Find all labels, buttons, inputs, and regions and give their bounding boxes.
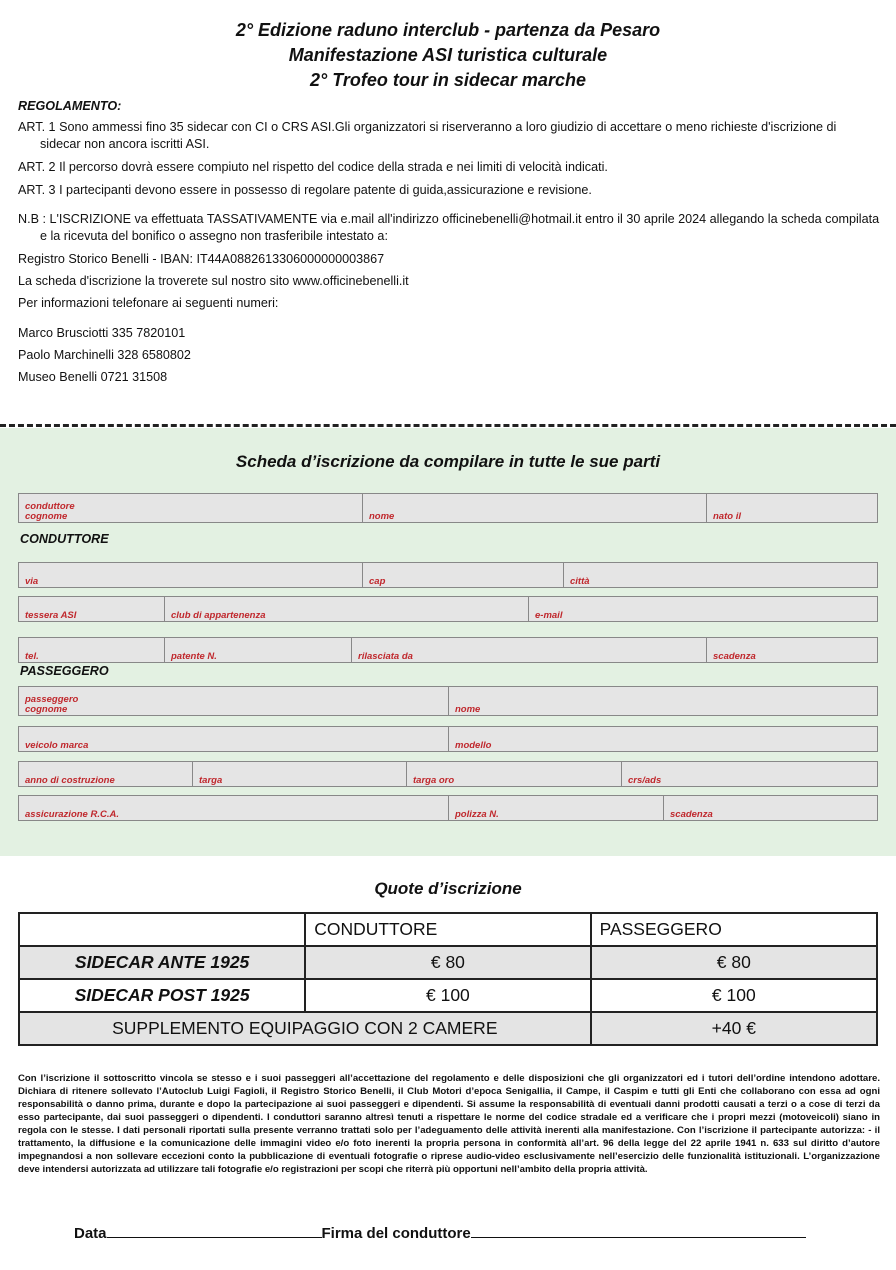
quote-row-label: SIDECAR POST 1925 <box>19 979 305 1012</box>
title-line-3: 2° Trofeo tour in sidecar marche <box>310 70 586 90</box>
field-label-rilasciata: rilasciata da <box>358 650 413 662</box>
field-club[interactable] <box>165 597 529 621</box>
field-label-patente: patente N. <box>171 650 217 662</box>
field-passeggero-nome[interactable] <box>449 687 877 715</box>
quote-supplemento-row <box>19 1012 877 1045</box>
quote-conduttore-value: € 100 <box>305 979 590 1012</box>
field-patente[interactable] <box>165 638 352 662</box>
quote-header-passeggero: PASSEGGERO <box>591 913 877 946</box>
field-passeggero-cognome[interactable] <box>19 687 449 715</box>
field-label-nome: nome <box>369 510 395 522</box>
field-label-targa: targa <box>199 774 223 786</box>
form-row-targa <box>18 761 878 787</box>
field-label-passeggero-cognome: cognome <box>25 703 68 715</box>
regolamento-title: REGOLAMENTO: <box>18 99 122 113</box>
field-label-polizza: polizza N. <box>455 808 499 820</box>
form-row-conduttore-nome <box>18 493 878 523</box>
field-citta[interactable] <box>564 563 877 587</box>
form-row-assicurazione <box>18 795 878 821</box>
table-row <box>19 979 877 1012</box>
contact-1: Marco Brusciotti 335 7820101 <box>18 326 186 340</box>
quote-conduttore-value: € 80 <box>305 946 590 979</box>
field-tel[interactable] <box>19 638 165 662</box>
field-label-email: e-mail <box>535 609 563 621</box>
field-nome[interactable] <box>363 494 707 522</box>
field-label-tel: tel. <box>25 650 39 662</box>
field-veicolo-marca[interactable] <box>19 727 449 751</box>
contact-2: Paolo Marchinelli 328 6580802 <box>18 348 191 362</box>
nb-note: N.B : L'ISCRIZIONE va effettuata TASSATIVAMENTE via e.mail all'indirizzo officinebenelli@hotmail.it entro il 30 aprile 2024 allegando la scheda compilata e la ricevuta del bonifico o assegno non trasferibile intestato a: <box>18 212 880 243</box>
disclaimer-text: Con l’iscrizione il sottoscritto vincola se stesso e i suoi passeggeri all’accettazione del regolamento e delle disposizioni che gli organizzatori ed i tutori dell’ordine intendono adottare. Dichiara di ritenere sollevato l’Autoclub Luigi Fagioli, il Registro Storico Benelli, il Club Motori d’epoca Senigallia, il Campe, il Caspim e tutti gli Enti che collaborano con essa ad ogni responsabilità o danno prima, durante e dopo la partecipazione ai suoi passeggeri e dipendenti. Si assume la responsabilità di eventuali danni prodotti causati a terzi o a cose di terzi da esso partecipante, dai suoi passeggeri o dipendenti. I conduttori saranno altresì tenuti a rispettare le norme del codice stradale ed a verificare che i propri mezzi (motoveicoli) siano in regola con le stesse. I dati personali riportati sulla presente verranno trattati solo per l’adeguamento delle attività inerenti alla manifestazione. Con l’iscrizione il partecipante autorizza: - il trattamento, la diffusione e la comunicazione delle immagini video e/o foto inerenti la propria persona in conformità all’art. 96 della legge del 22 aprile 1941 n. 633 sul diritto d’autore impegnandosi a non sollevare eccezioni conto la pubblicazione di eventuali fotografie o riprese audio-video esclusivamente nell’esercizio delle funzionalità istituzionali. L’organizzazione deve intendersi autorizzata ad utilizzare tali fotografie e/o registrazioni per scopi che riterrà più opportuni nell’ambito della propria attività. <box>18 1073 880 1175</box>
field-label-conduttore: conduttore <box>25 501 75 512</box>
quote-header-row <box>19 913 877 946</box>
quote-supplemento-label: SUPPLEMENTO EQUIPAGGIO CON 2 CAMERE <box>19 1012 591 1045</box>
title-line-2: Manifestazione ASI turistica culturale <box>288 45 608 65</box>
form-row-veicolo <box>18 726 878 752</box>
conduttore-section-label: CONDUTTORE <box>20 532 109 546</box>
firma-label: Firma del conduttore <box>321 1225 471 1242</box>
field-label-scadenza-polizza: scadenza <box>670 808 713 820</box>
field-anno[interactable] <box>19 762 193 786</box>
field-rilasciata[interactable] <box>352 638 707 662</box>
form-row-tessera <box>18 596 878 622</box>
cut-line-divider <box>0 424 896 427</box>
field-nato-il[interactable] <box>707 494 877 522</box>
field-label-modello: modello <box>455 739 492 751</box>
quote-header-empty <box>19 913 305 946</box>
form-title: Scheda d’iscrizione da compilare in tutte le sue parti <box>235 452 661 471</box>
field-label-cognome: cognome <box>25 510 68 522</box>
field-label-targa-oro: targa oro <box>413 774 455 786</box>
signature-line <box>74 1224 806 1242</box>
field-label-scadenza: scadenza <box>713 650 756 662</box>
field-label-via: via <box>25 575 39 587</box>
quote-title: Quote d’iscrizione <box>374 879 522 898</box>
regolamento-section <box>18 98 880 391</box>
field-cap[interactable] <box>363 563 564 587</box>
document-header <box>0 18 896 93</box>
data-label: Data <box>74 1225 107 1242</box>
quote-supplemento-value: +40 € <box>591 1012 877 1045</box>
form-row-passeggero <box>18 686 878 716</box>
iban-line: Registro Storico Benelli - IBAN: IT44A0882613306000000003867 <box>18 252 385 266</box>
contact-3: Museo Benelli 0721 31508 <box>18 370 168 384</box>
field-label-veicolo: veicolo marca <box>25 739 89 751</box>
firma-field[interactable] <box>471 1224 806 1238</box>
field-via[interactable] <box>19 563 363 587</box>
quote-passeggero-value: € 80 <box>591 946 877 979</box>
art-1: ART. 1 Sono ammessi fino 35 sidecar con CI o CRS ASI.Gli organizzatori si riserveranno a loro giudizio di accettare o meno richieste d'iscrizione di sidecar non ancora iscritti ASI. <box>18 120 837 151</box>
quote-table <box>18 912 878 1046</box>
info-line: Per informazioni telefonare ai seguenti numeri: <box>18 296 279 310</box>
art-3: ART. 3 I partecipanti devono essere in possesso di regolare patente di guida,assicurazione e revisione. <box>18 183 592 197</box>
field-targa[interactable] <box>193 762 407 786</box>
table-row <box>19 946 877 979</box>
field-label-nato-il: nato il <box>713 510 741 522</box>
field-label-tessera: tessera ASI <box>25 609 77 621</box>
field-label-club: club di appartenenza <box>171 609 266 621</box>
field-label-passeggero: passeggero <box>25 694 79 705</box>
field-conduttore-cognome[interactable] <box>19 494 363 522</box>
field-label-citta: città <box>570 575 590 587</box>
field-targa-oro[interactable] <box>407 762 622 786</box>
field-polizza[interactable] <box>449 796 664 820</box>
field-modello[interactable] <box>449 727 877 751</box>
field-email[interactable] <box>529 597 877 621</box>
field-label-crs: crs/ads <box>628 774 662 786</box>
field-tessera-asi[interactable] <box>19 597 165 621</box>
field-label-assicurazione: assicurazione R.C.A. <box>25 808 119 820</box>
field-scadenza-polizza[interactable] <box>664 796 877 820</box>
field-assicurazione[interactable] <box>19 796 449 820</box>
site-line: La scheda d'iscrizione la troverete sul nostro sito www.officinebenelli.it <box>18 274 409 288</box>
quote-passeggero-value: € 100 <box>591 979 877 1012</box>
quote-row-label: SIDECAR ANTE 1925 <box>19 946 305 979</box>
passeggero-section-label: PASSEGGERO <box>20 664 109 678</box>
title-line-1: 2° Edizione raduno interclub - partenza da Pesaro <box>235 20 661 40</box>
field-label-passeggero-nome: nome <box>455 703 481 715</box>
field-label-anno: anno di costruzione <box>25 774 115 786</box>
art-2: ART. 2 Il percorso dovrà essere compiuto nel rispetto del codice della strada e nei limiti di velocità indicati. <box>18 160 608 174</box>
form-row-patente <box>18 637 878 663</box>
form-row-address <box>18 562 878 588</box>
data-field[interactable] <box>107 1224 322 1238</box>
quote-header-conduttore: CONDUTTORE <box>305 913 590 946</box>
field-crs-ads[interactable] <box>622 762 877 786</box>
field-scadenza-patente[interactable] <box>707 638 877 662</box>
field-label-cap: cap <box>369 575 386 587</box>
